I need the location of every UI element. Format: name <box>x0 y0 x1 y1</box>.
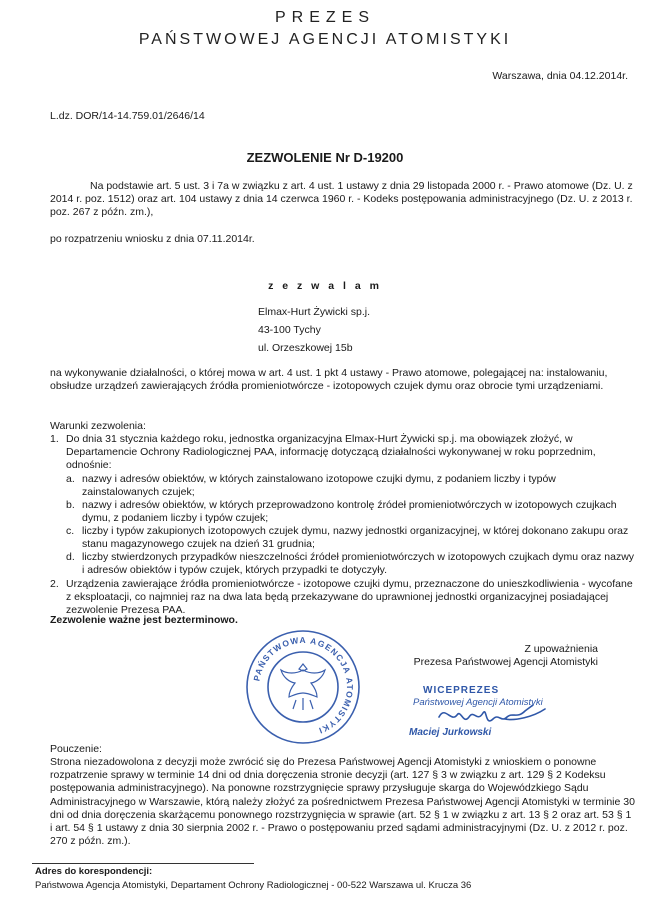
footer-address: Państwowa Agencja Atomistyki, Departament Ochrony Radiologicznej - 00-522 Warszawa ul. Krucza 36 <box>35 880 472 891</box>
subitem-letter: d. <box>66 551 75 564</box>
subitem-text: nazwy i adresów obiektów, w których przeprowadzono kontrolę źródeł promieniotwórczych w izotopowych czujkach dymu, z podaniem liczby i typów czujek; <box>82 498 617 524</box>
subitem-letter: a. <box>66 472 75 485</box>
authorization-line2: Prezesa Państwowej Agencji Atomistyki <box>413 656 598 668</box>
header-line1: PREZES <box>274 9 375 26</box>
svg-text:PAŃSTWOWA AGENCJA ATOMISTYKI <box>251 635 355 736</box>
condition-item <box>50 578 635 617</box>
condition-subitem <box>66 551 635 577</box>
signatory-role: WICEPREZES <box>423 685 500 696</box>
instruction-heading: Pouczenie: <box>50 743 102 755</box>
legal-basis: Na podstawie art. 5 ust. 3 i 7a w związku z art. 4 ust. 1 ustawy z dnia 29 listopada 2000 r. - Prawo atomowe (Dz. U. z 2014 r. poz. 1512) oraz art. 104 ustawy z dnia 14 czerwca 1960 r. - Kodeks postępowania administracyjnego (Dz. U. z 2013 r. poz. 267 z późn. zm.), <box>50 180 633 219</box>
signatory-name: Maciej Jurkowski <box>409 727 492 738</box>
authorization-line1: Z upoważnienia <box>524 643 598 655</box>
subitem-text: liczby i typów zakupionych izotopowych czujek dymu, nazwy jednostki organizacyjnej, w której dokonano zakupu oraz stanu magazynowego czujek na dzień 31 grudnia; <box>82 525 629 551</box>
condition-subitem <box>66 499 635 525</box>
conditions-section <box>50 420 635 617</box>
instruction-section <box>50 743 635 848</box>
subitem-letter: b. <box>66 498 75 511</box>
condition-subitem <box>66 473 635 499</box>
recipient-city: 43-100 Tychy <box>258 324 321 336</box>
instruction-text: Strona niezadowolona z decyzji może zwrócić się do Prezesa Państwowej Agencji Atomistyki z wnioskiem o ponowne rozpatrzenie sprawy w terminie 14 dni od dnia doręczenia stronie decyzji (art. 127 § 3 w związku z art. 129 § 2 Kodeksu postępowania administracyjnego). Na ponowne rozstrzygnięcie sprawy przysługuje skarga do Wojewódzkiego Sądu Administracyjnego w Warszawie, którą należy złożyć za pośrednictwem Prezesa Państwowej Agencji Atomistyki w terminie 30 dni od dnia doręczenia skarżącemu ponownego rozstrzygnięcia w sprawie (art. 52 § 1 w związku z art. 13 § 2 oraz art. 53 § 1 i art. 54 § 1 ustawy z dnia 30 sierpnia 2002 r. - Prawo o postępowaniu przed sądami administracyjnymi (Dz. U. z 2012 r. poz. 270 z późn. zm.). <box>50 756 635 847</box>
recipient-street: ul. Orzeszkowej 15b <box>258 342 353 354</box>
consideration: po rozpatrzeniu wniosku z dnia 07.11.2014r. <box>50 233 255 245</box>
subitem-letter: c. <box>66 525 75 537</box>
recipient-name: Elmax-Hurt Żywicki sp.j. <box>258 306 371 318</box>
verdict: z e z w a l a m <box>268 280 382 292</box>
reference-number: L.dz. DOR/14-14.759.01/2646/14 <box>50 110 205 122</box>
scope-of-activity: na wykonywanie działalności, o której mowa w art. 4 ust. 1 pkt 4 ustawy - Prawo atomowe, polegającej na: instalowaniu, obsłudze urządzeń zawierających źródła promieniotwórcze - izotopowych czujek dymu oraz obrocie tymi urządzeniami. <box>50 367 608 393</box>
date-line: Warszawa, dnia 04.12.2014r. <box>492 70 628 82</box>
subitem-text: liczby stwierdzonych przypadków nieszczelności źródeł promieniotwórczych w izotopowych czujkach dymu oraz nazwy i adresów obiektów i typów czujek, których przypadki te dotyczyły. <box>82 551 635 577</box>
footer-heading: Adres do korespondencji: <box>35 866 153 877</box>
signature-block <box>395 685 575 745</box>
conditions-heading: Warunki zezwolenia: <box>50 420 146 432</box>
subitem-text: nazwy i adresów obiektów, w których zainstalowano izotopowe czujki dymu, z podaniem liczby i typów zainstalowanych czujek; <box>82 472 556 498</box>
condition-number: 1. <box>50 433 59 446</box>
document-title: ZEZWOLENIE Nr D-19200 <box>246 150 404 165</box>
condition-text: Do dnia 31 stycznia każdego roku, jednostka organizacyjna Elmax-Hurt Żywicki sp.j. ma obowiązek złożyć, w Departamencie Ochrony Radiologicznej PAA, informację dotyczącą działalności wykonywanej w roku poprzednim, odnośnie: <box>66 433 596 472</box>
condition-sublist <box>66 473 635 578</box>
handwritten-signature <box>435 699 565 729</box>
conditions-list <box>50 433 635 617</box>
signatory-org: Państwowej Agencji Atomistyki <box>413 697 543 708</box>
stamp-ring-text: PAŃSTWOWA AGENCJA ATOMISTYKI <box>251 634 356 737</box>
footer-divider <box>32 863 254 864</box>
condition-number: 2. <box>50 577 59 590</box>
condition-item <box>50 433 635 577</box>
official-stamp <box>244 628 362 746</box>
condition-subitem <box>66 525 635 551</box>
condition-text: Urządzenia zawierające źródła promieniotwórcze - izotopowe czujki dymu, przeznaczone do unieszkodliwienia - wycofane z eksploatacji, co najmniej raz na dwa lata będą przekazywane do uprawnionej jednostki organizacyjnej posiadającej zezwolenie Prezesa PAA. <box>66 577 633 616</box>
header-line2: PAŃSTWOWEJ AGENCJI ATOMISTYKI <box>138 31 512 48</box>
validity-statement: Zezwolenie ważne jest bezterminowo. <box>50 614 238 626</box>
